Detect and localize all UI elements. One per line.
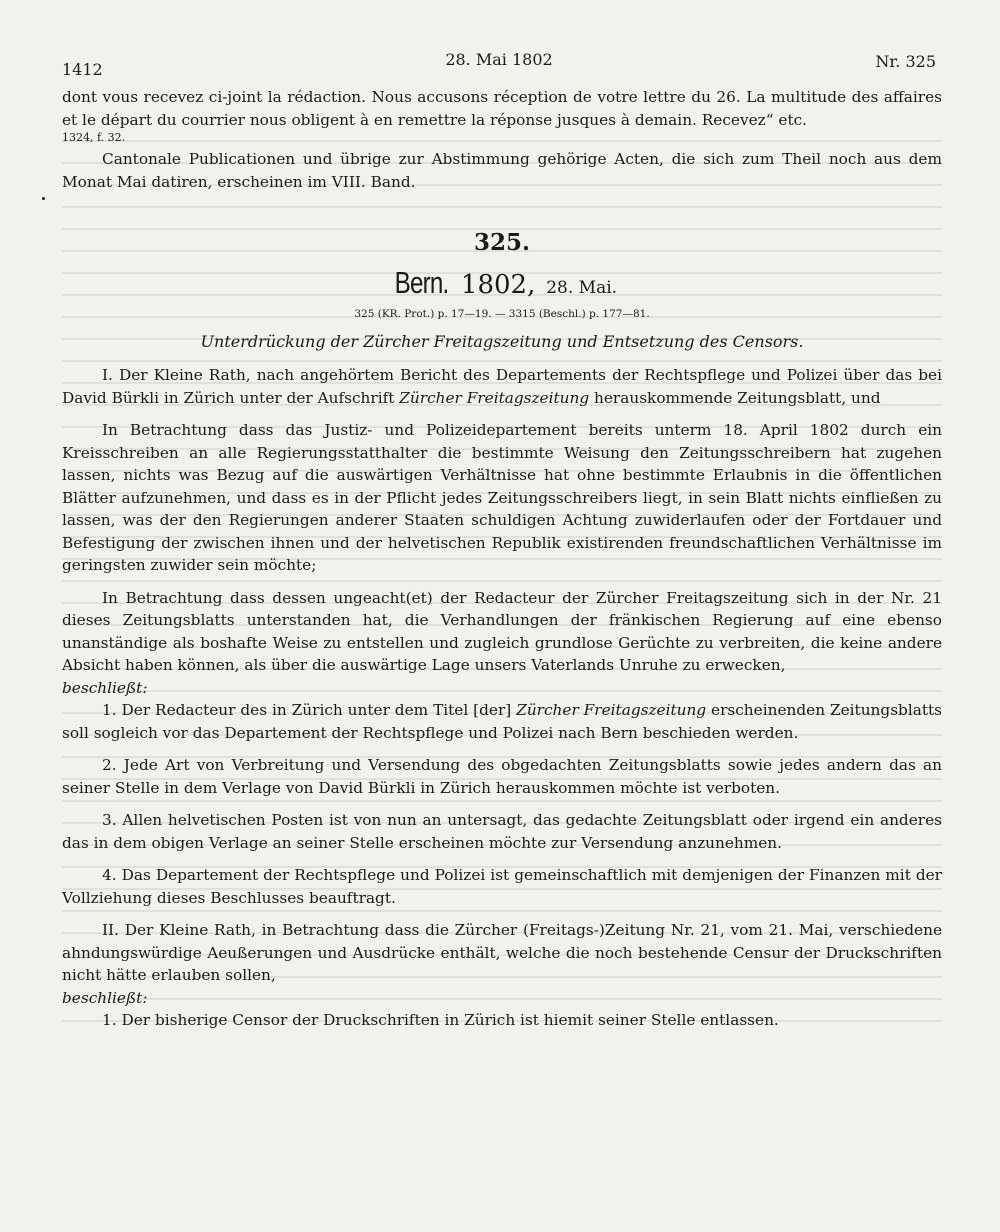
resolution-item-1: 1. Der Redacteur des in Zürich unter dem Titel [der] Zürcher Freitagszeitung erscheinenden Zeitungsblatts soll sogleich vor das Departement der Rechtspflege und Polizei nach Bern beschieden werden. [62,701,942,742]
paragraph-I: I. Der Kleine Rath, nach angehörtem Bericht des Departements der Rechtspflege und Polizei über das bei David Bürkli in Zürich unter der Aufschrift Zürcher Freitagszeitung herauskommende Zeitungsblatt, und [62,366,942,407]
document-number: 325. [473,229,531,256]
running-header [62,48,936,78]
editorial-note: Cantonale Publicationen und übrige zur Abstimmung gehörige Acten, die sich zum Theil noch aus dem Monat Mai datiren, erscheinen im VIII. Band. [62,150,942,191]
day-month: 28. Mai. [546,278,618,298]
resolution-item-4: 4. Das Departement der Rechtspflege und Polizei ist gemeinschaftlich mit demjenigen der Finanzen mit der Vollziehung dieses Beschlusses beauftragt. [62,866,942,907]
resolution-item-3: 3. Allen helvetischen Posten ist von nun an untersagt, das gedachte Zeitungsblatt oder irgend ein anderes das in dem obigen Verlage an seiner Stelle erscheinen möchte zur Versendung anzunehmen. [62,811,942,852]
paragraph-betrachtung-2: In Betrachtung dass dessen ungeacht(et) der Redacteur der Zürcher Freitagszeitung sich in der Nr. 21 dieses Zeitungsblatts unterstanden hat, die Verhandlungen der fränkischen Regierung auf eine ebenso unanständige als boshafte Weise zu entstellen und zugleich grundlose Gerüchte zu verbreiten, die keine andere Absicht haben können, als über die auswärtige Lage unsers Vaterlands Unruhe zu erwecken, [62,588,942,674]
running-date: 28. Mai 1802 [445,50,553,69]
resolution-item-2: 2. Jede Art von Verbreitung und Versendung des obgedachten Zeitungsblatts sowie jedes andern das an seiner Stelle in dem Verlage von David Bürkli in Zürich herauskommen möchte ist verboten. [62,756,942,797]
document-reference: Nr. 325 [875,52,936,71]
source-references: 325 (KR. Prot.) p. 17—19. — 3315 (Beschl.) p. 177—81. [354,308,650,320]
paragraph-II: II. Der Kleine Rath, in Betrachtung dass die Zürcher (Freitags-)Zeitung Nr. 21, vom 21. Mai, verschiedene ahndungswürdige Aeußerungen und Ausdrücke enthält, welche die noch bestehende Censur der Druckschriften nicht hätte erlauben sollen, [62,921,942,984]
archive-reference: 1324, f. 32. [62,131,126,144]
ink-speck [42,197,45,200]
document-title: Unterdrückung der Zürcher Freitagszeitung und Entsetzung des Censors. [200,332,804,351]
place-date-line [62,265,942,306]
place-name: Bern. [394,265,449,300]
page-body [62,86,942,1032]
resolution-heading-1: beschließt: [62,678,148,697]
page-number: 1412 [62,60,103,79]
continuation-paragraph: dont vous recevez ci-joint la rédaction. Nous accusons réception de votre lettre du 26. La multitude des affaires et le départ du courrier nous obligent à en remettre la réponse jusques à demain. Recevez“ etc. [62,88,942,129]
paragraph-betrachtung-1: In Betrachtung dass das Justiz- und Polizeidepartement bereits unterm 18. April 1802 durch ein Kreisschreiben an alle Regierungsstatthalter die bestimmte Weisung den Zeitungsschreibern hat zugehen lassen, nichts was Bezug auf die auswärtigen Verhältnisse hat ohne bestimmte Erlaubnis in die öffentlichen Blätter aufzunehmen, und dass es in der Pflicht jedes Zeitungsschreibers liegt, in sein Blatt nichts einfließen zu lassen, was der den Regierungen anderer Staaten schuldigen Achtung zuwiderlaufen oder der Fortdauer und Befestigung der zwischen ihnen und der helvetischen Republik existirenden freundschaftlichen Verhältnisse im geringsten zuwider sein möchte; [62,421,942,574]
resolution-II-item-1: 1. Der bisherige Censor der Druckschriften in Zürich ist hiemit seiner Stelle entlassen. [102,1011,779,1029]
resolution-heading-2: beschließt: [62,988,148,1007]
year: 1802, [460,270,536,300]
